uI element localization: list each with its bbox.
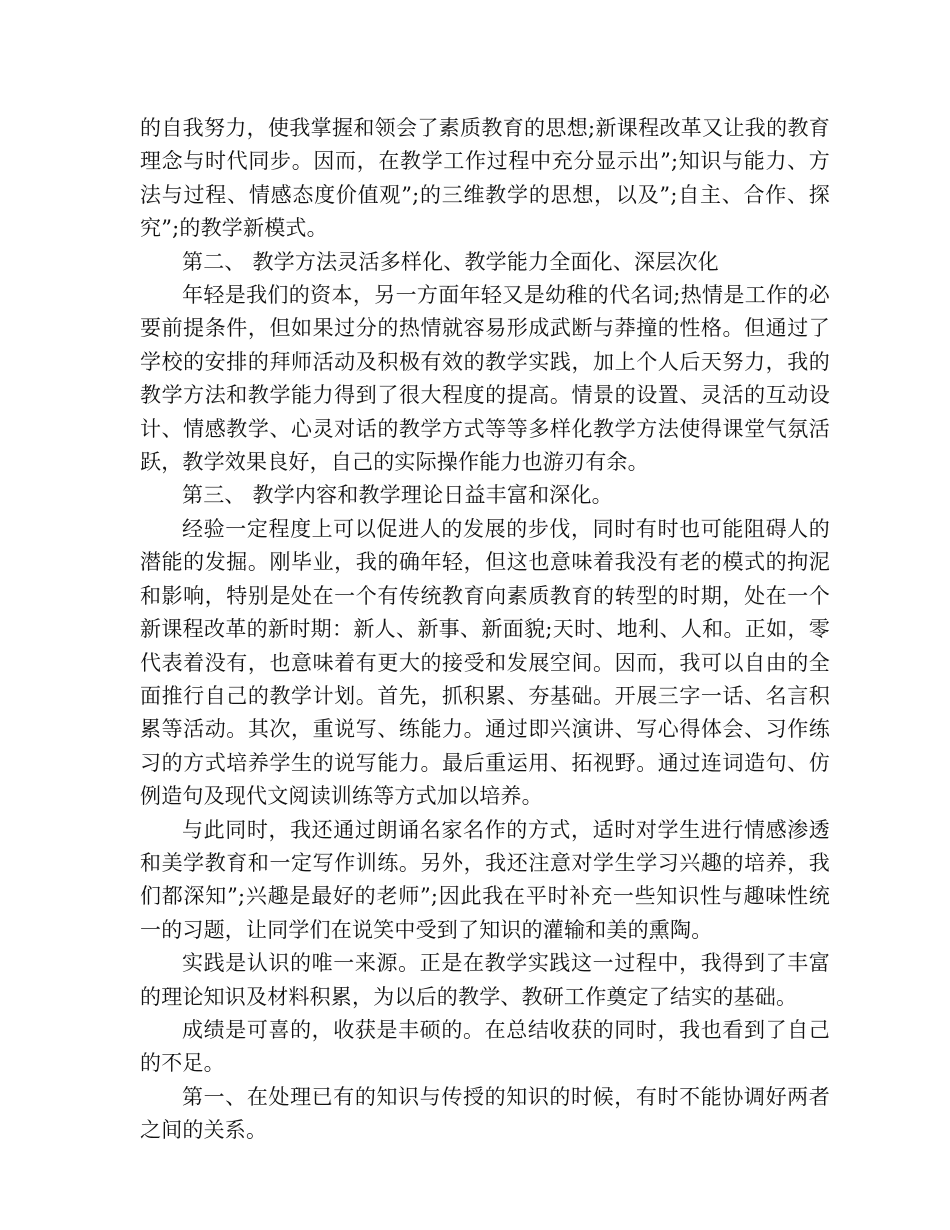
section-heading-third: 第三、 教学内容和教学理论日益丰富和深化。 [182, 483, 613, 508]
paragraph-interest: 与此同时，我还通过朗诵名家名作的方式，适时对学生进行情感渗透和美学教育和一定写作训练。另外，我还注意对学生学习兴趣的培养，我们都深知”;兴趣是最好的老师”;因此我在平时补充一些知识性与趣味性统一的习题，让同学们在说笑中受到了知识的灌输和美的熏陶。 [140, 817, 830, 942]
document-body [140, 112, 830, 1148]
paragraph-practice: 实践是认识的唯一来源。正是在教学实践这一过程中，我得到了丰富的理论知识及材料积累，为以后的教学、教研工作奠定了结实的基础。 [140, 951, 830, 1009]
paragraph-experience: 经验一定程度上可以促进人的发展的步伐，同时有时也可能阻碍人的潜能的发掘。刚毕业，我的确年轻，但这也意味着我没有老的模式的拘泥和影响，特别是处在一个有传统教育向素质教育的转型的时期，处在一个新课程改革的新时期：新人、新事、新面貌;天时、地利、人和。正如，零代表着没有，也意味着有更大的接受和发展空间。因而，我可以自由的全面推行自己的教学计划。首先，抓积累、夯基础。开展三字一话、名言积累等活动。其次，重说写、练能力。通过即兴演讲、写心得体会、习作练习的方式培养学生的说写能力。最后重运用、拓视野。通过连词造句、仿例造句及现代文阅读训练等方式加以培养。 [140, 516, 830, 809]
paragraph-teaching-methods: 年轻是我们的资本，另一方面年轻又是幼稚的代名词;热情是工作的必要前提条件，但如果过分的热情就容易形成武断与莽撞的性格。但通过了学校的安排的拜师活动及积极有效的教学实践，加上个人后天努力，我的教学方法和教学能力得到了很大程度的提高。情景的设置、灵活的互动设计、情感教学、心灵对话的教学方式等等多样化教学方法使得课堂气氛活跃，教学效果良好，自己的实际操作能力也游刃有余。 [140, 283, 830, 475]
paragraph-achievements: 成绩是可喜的，收获是丰硕的。在总结收获的同时，我也看到了自己的不足。 [140, 1017, 830, 1076]
paragraph-shortcoming-first: 第一、在处理已有的知识与传授的知识的时候，有时不能协调好两者之间的关系。 [140, 1084, 830, 1143]
paragraph-continuation: 的自我努力，使我掌握和领会了素质教育的思想;新课程改革又让我的教育理念与时代同步。因而，在教学工作过程中充分显示出”;知识与能力、方法与过程、情感态度价值观”;的三维教学的思想，以及”;自主、合作、探究”;的教学新模式。 [140, 116, 830, 241]
section-heading-second: 第二、 教学方法灵活多样化、教学能力全面化、深层次化 [182, 249, 719, 274]
